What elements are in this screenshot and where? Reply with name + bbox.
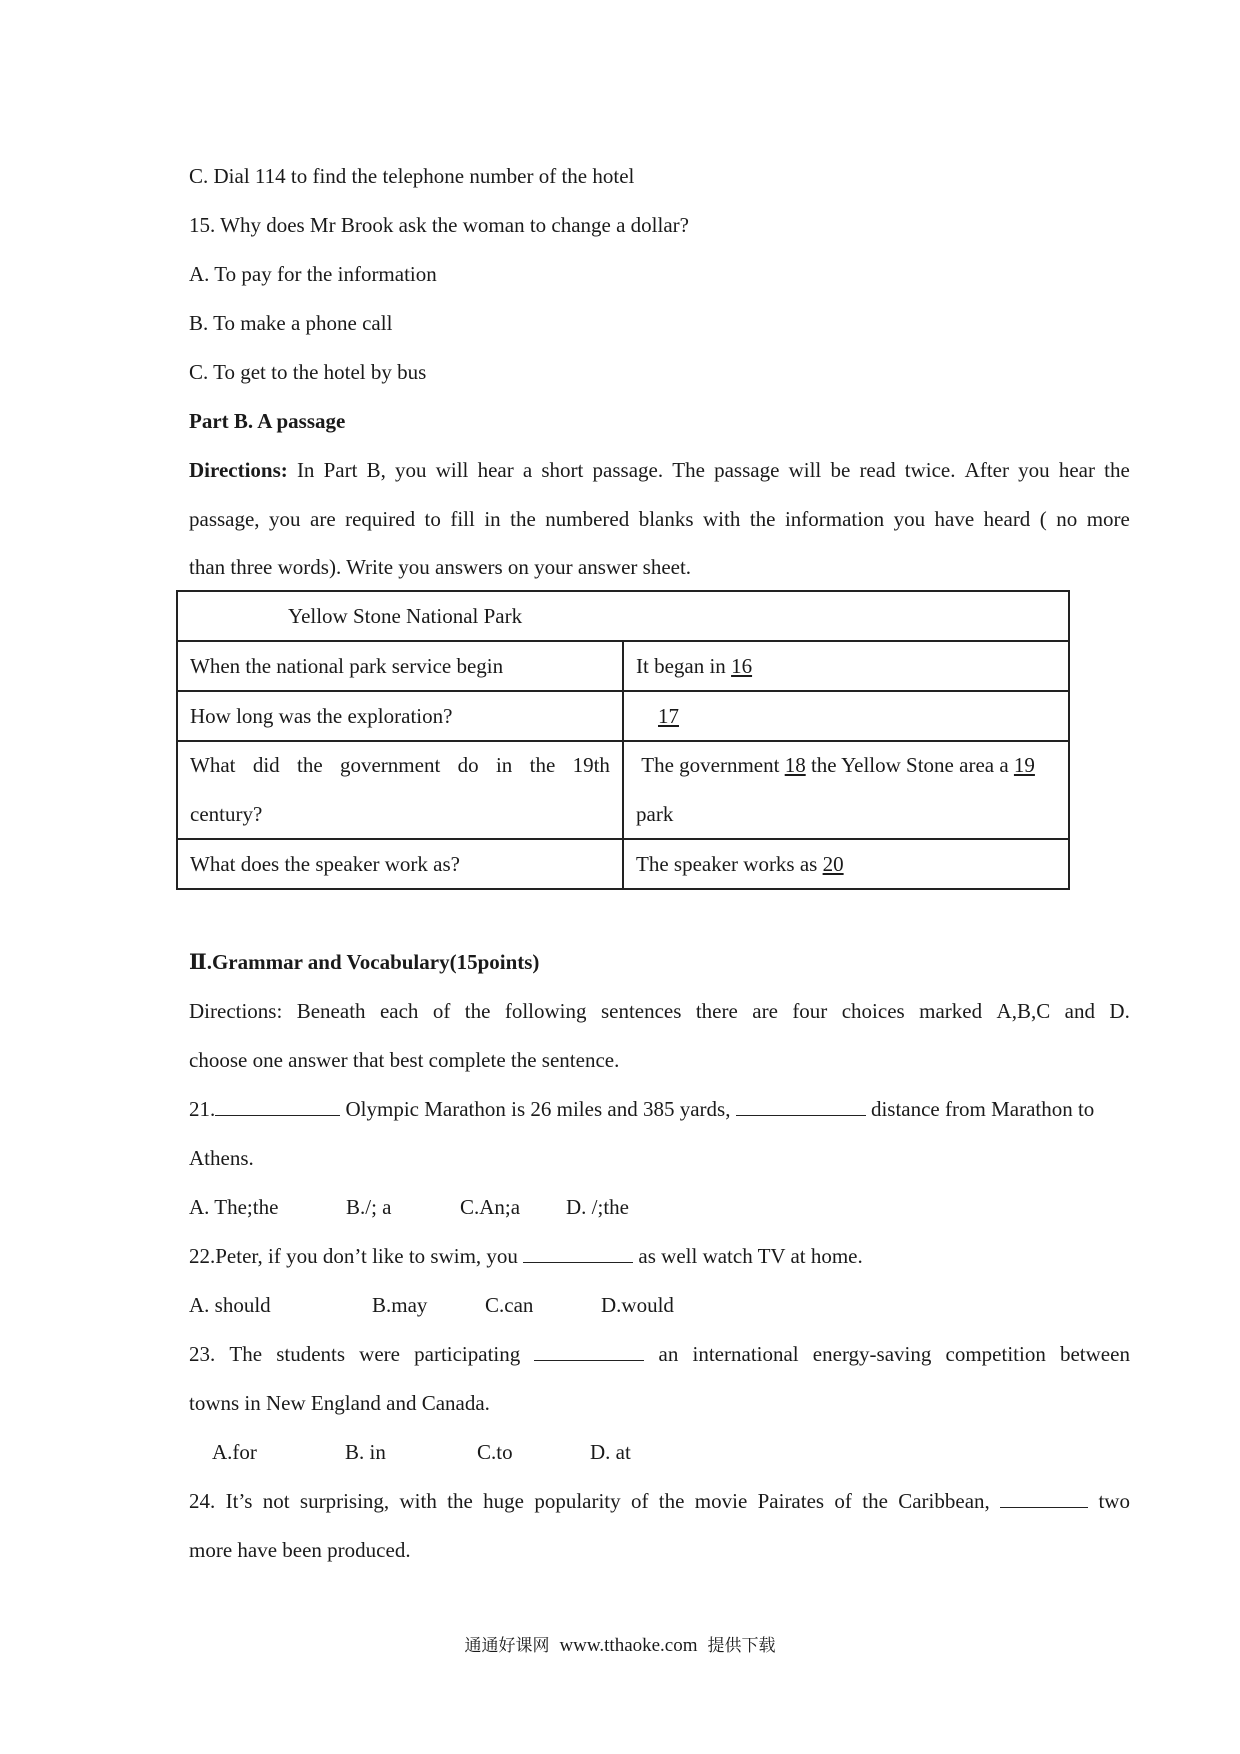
table-row: [177, 741, 1069, 839]
word: four: [792, 999, 828, 1023]
word: heard: [983, 507, 1031, 531]
word: the: [658, 1489, 685, 1513]
q21-blank-1: [215, 1097, 340, 1116]
word: competition: [945, 1342, 1046, 1366]
table-row: [177, 691, 1069, 741]
word: After: [964, 458, 1009, 482]
footer-note: 提供下载: [707, 1636, 776, 1656]
q23-option-d: D. at: [590, 1440, 631, 1464]
q15-option-b: B. To make a phone call: [189, 311, 393, 335]
table-row: [177, 641, 1069, 691]
word: information: [784, 507, 885, 531]
word: of: [834, 1489, 852, 1513]
part-b-directions-line1: [189, 458, 1130, 482]
table-answer: [623, 691, 1069, 741]
q23-option-c: C.to: [477, 1440, 513, 1464]
q21-number: 21.: [189, 1097, 216, 1121]
q24-line1: [189, 1489, 1130, 1513]
word: with: [703, 507, 741, 531]
word: you: [395, 458, 427, 482]
q21-option-b: B./; a: [346, 1195, 392, 1219]
word: required: [345, 507, 416, 531]
q22-blank: [523, 1244, 633, 1263]
word: you: [1018, 458, 1050, 482]
word: 23.: [189, 1342, 216, 1366]
q21-option-a: A. The;the: [189, 1195, 279, 1219]
word: passage: [714, 458, 780, 482]
q23-option-b: B. in: [345, 1440, 386, 1464]
word: the: [464, 999, 491, 1023]
word: Pairates: [757, 1489, 825, 1513]
q21-line1: [189, 1097, 1094, 1121]
q22-text: 22.Peter, if you don’t like to swim, you: [189, 1244, 524, 1268]
table-question: What does the speaker work as?: [177, 839, 623, 889]
q24-line2: more have been produced.: [189, 1538, 411, 1562]
word: in: [484, 507, 501, 531]
q21-text: Olympic Marathon is 26 miles and 385 yards,: [340, 1097, 736, 1121]
word: sentences: [600, 999, 682, 1023]
q22-option-c: C.can: [485, 1293, 534, 1317]
table-question: How long was the exploration?: [177, 691, 623, 741]
blank-20: 20: [822, 851, 844, 876]
q21-blank-2: [736, 1097, 866, 1116]
footer-site[interactable]: www.tthaoke.com: [559, 1635, 698, 1656]
table-answer: [623, 741, 1069, 839]
word: do: [457, 753, 479, 777]
word: the: [510, 507, 536, 531]
word: and: [1064, 999, 1095, 1023]
word: movie: [694, 1489, 748, 1513]
q23-line1: [189, 1342, 1130, 1366]
answer-text: the Yellow Stone area a: [805, 753, 1014, 777]
word: more: [1086, 507, 1130, 531]
word: of: [630, 1489, 649, 1513]
q24-blank: [1000, 1489, 1088, 1508]
word: fill: [450, 507, 475, 531]
word: (: [1039, 507, 1047, 531]
q21-text: distance from Marathon to: [865, 1097, 1095, 1121]
directions-label: Directions:: [189, 458, 288, 482]
word: surprising,: [299, 1489, 390, 1513]
word: there: [695, 999, 738, 1023]
word: the: [296, 753, 323, 777]
blank-16: 16: [731, 653, 753, 678]
word: passage,: [189, 507, 260, 531]
word: participating: [414, 1342, 521, 1366]
word: short: [541, 458, 584, 482]
q23-option-a: A.for: [212, 1440, 257, 1464]
answer-text: The speaker works as: [636, 851, 823, 876]
word: The: [672, 458, 705, 482]
q22-option-d: D.would: [601, 1293, 674, 1317]
word: with: [399, 1489, 437, 1513]
q23-line2: towns in New England and Canada.: [189, 1391, 490, 1415]
footer-brand: 通通好课网: [464, 1636, 550, 1656]
word: twice.: [904, 458, 956, 482]
q22-option-b: B.may: [372, 1293, 428, 1317]
q14-option-c: C. Dial 114 to find the telephone number of the hotel: [189, 164, 635, 188]
blank-18: 18: [784, 753, 806, 777]
word: 24.: [189, 1489, 216, 1513]
word: huge: [483, 1489, 524, 1513]
word: the: [862, 1489, 888, 1513]
question-line2: century?: [190, 802, 263, 826]
word: choices: [841, 999, 905, 1023]
word: no: [1056, 507, 1078, 531]
word: What: [190, 753, 236, 777]
word: The: [229, 1342, 263, 1366]
word: the: [447, 1489, 473, 1513]
q22-text: as well watch TV at home.: [633, 1244, 863, 1268]
word: D.: [1109, 999, 1130, 1023]
word: marked: [919, 999, 983, 1023]
yellowstone-table: [176, 590, 1070, 890]
word: be: [830, 458, 851, 482]
table-answer: [623, 641, 1069, 691]
word: the: [529, 753, 556, 777]
word: the: [1104, 458, 1130, 482]
word: not: [262, 1489, 290, 1513]
word: to: [424, 507, 441, 531]
word: B,: [366, 458, 386, 482]
word: were: [359, 1342, 400, 1366]
word: hear: [1058, 458, 1095, 482]
word: international: [692, 1342, 799, 1366]
q23-blank: [534, 1342, 644, 1361]
word: a: [522, 458, 533, 482]
page-footer: [0, 1631, 1240, 1657]
q21-option-c: C.An;a: [460, 1195, 521, 1219]
word: an: [658, 1342, 679, 1366]
word: students: [276, 1342, 346, 1366]
blank-19: 19: [1013, 753, 1035, 777]
q15-option-a: A. To pay for the information: [189, 262, 437, 286]
answer-line2: park: [636, 802, 674, 826]
word: Part: [323, 458, 358, 482]
word: are: [752, 999, 778, 1023]
word: will: [788, 458, 822, 482]
word: in: [495, 753, 513, 777]
word: read: [859, 458, 896, 482]
word: energy-saving: [812, 1342, 932, 1366]
part-b-heading: Part B. A passage: [189, 409, 346, 433]
q22-line1: [189, 1244, 863, 1268]
part-b-directions-line2: [189, 507, 1130, 531]
word: will: [435, 458, 469, 482]
word: 19th: [572, 753, 610, 777]
table-answer: [623, 839, 1069, 889]
q21-line2: Athens.: [189, 1146, 254, 1170]
table-title: Yellow Stone National Park: [177, 591, 1069, 641]
question-line1: [190, 753, 610, 778]
table-question: When the national park service begin: [177, 641, 623, 691]
word: the: [749, 507, 776, 531]
word: passage.: [592, 458, 664, 482]
word: hear: [477, 458, 514, 482]
table-question: [177, 741, 623, 839]
word: government: [339, 753, 441, 777]
q24-text: two: [1098, 1489, 1130, 1513]
blank-17: [636, 704, 679, 728]
word: following: [504, 999, 587, 1023]
word: blanks: [638, 507, 694, 531]
word: are: [310, 507, 336, 531]
word: of: [432, 999, 451, 1023]
word: A,B,C: [996, 999, 1051, 1023]
table-row: [177, 839, 1069, 889]
section-2-directions-line2: choose one answer that best complete the sentence.: [189, 1048, 620, 1072]
word: you: [269, 507, 301, 531]
q15-question: 15. Why does Mr Brook ask the woman to change a dollar?: [189, 213, 689, 237]
word: It’s: [225, 1489, 253, 1513]
word: popularity: [534, 1489, 621, 1513]
word: each: [379, 999, 419, 1023]
word: numbered: [545, 507, 630, 531]
word: Directions:: [189, 999, 283, 1023]
section-2-directions-line1: [189, 999, 1130, 1023]
q15-option-c: C. To get to the hotel by bus: [189, 360, 427, 384]
word: Beneath: [296, 999, 366, 1023]
answer-line1: [636, 753, 1056, 778]
word: you: [893, 507, 926, 531]
q22-option-a: A. should: [189, 1293, 271, 1317]
part-b-directions-line3: than three words). Write you answers on your answer sheet.: [189, 555, 692, 579]
word: between: [1059, 1342, 1130, 1366]
q21-option-d: D. /;the: [566, 1195, 629, 1219]
answer-text: It began in: [636, 653, 732, 678]
word: did: [252, 753, 280, 777]
word: have: [934, 507, 975, 531]
answer-text: The government: [641, 753, 785, 777]
word: Caribbean,: [898, 1489, 990, 1513]
section-2-heading: Ⅱ.Grammar and Vocabulary(15points): [189, 950, 540, 974]
word: In: [296, 458, 315, 482]
blank-17-number: 17: [658, 703, 679, 728]
